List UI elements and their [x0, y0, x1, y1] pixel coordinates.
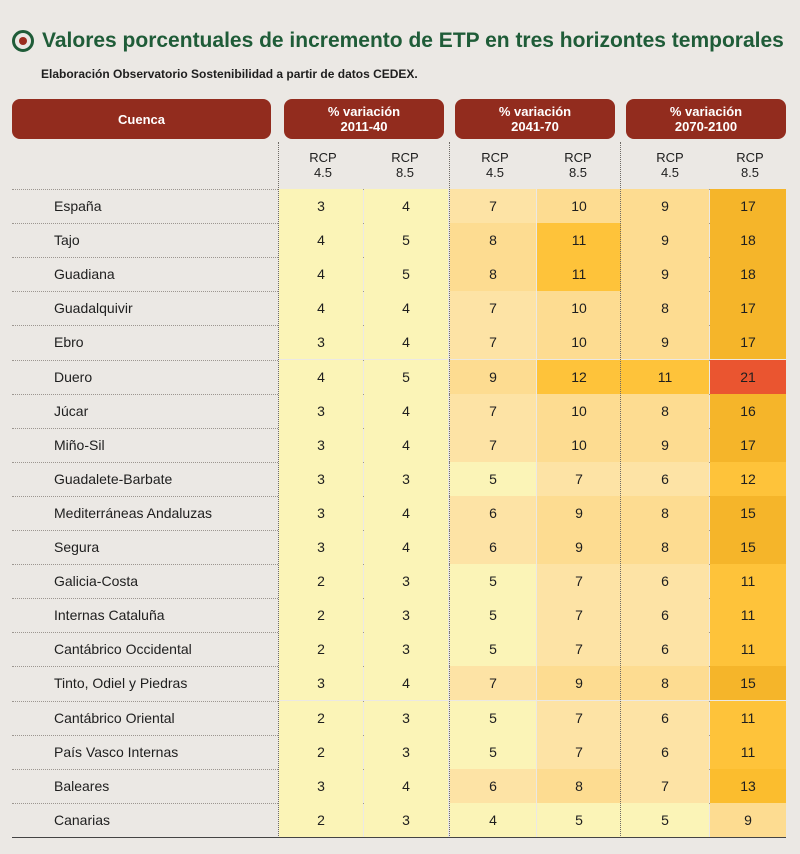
table-cell: 3 [364, 632, 448, 666]
table-cell: 9 [450, 360, 536, 394]
table-cell: 12 [537, 360, 621, 394]
scenario-header [709, 150, 791, 180]
table-cell: 13 [710, 769, 786, 803]
table-cell: 6 [450, 496, 536, 530]
table-cell: 4 [364, 291, 448, 325]
table-cell: 17 [710, 291, 786, 325]
table-cell: 6 [621, 735, 709, 769]
row-label: Tajo [54, 232, 80, 249]
scenario-line2: 8.5 [740, 165, 760, 180]
table-bottom-rule [12, 837, 786, 838]
header-period-line1: % variación [498, 104, 572, 119]
table-cell: 4 [364, 394, 448, 428]
header-period-line1: % variación [327, 104, 401, 119]
table-cell: 7 [450, 666, 536, 700]
row-label: Cantábrico Occidental [54, 641, 192, 658]
table-cell: 3 [279, 462, 363, 496]
header-period-2011-40 [284, 99, 444, 139]
table-cell: 2 [279, 701, 363, 735]
scenario-line1: RCP [736, 150, 764, 165]
table-cell: 9 [537, 530, 621, 564]
table-cell: 21 [710, 360, 786, 394]
table-cell: 3 [279, 325, 363, 359]
scenario-line1: RCP [391, 150, 419, 165]
header-period-line2: 2041-70 [511, 119, 559, 134]
row-label: España [54, 198, 102, 214]
header-period-line2: 2011-40 [340, 119, 388, 134]
scenario-line2: 8.5 [568, 165, 588, 180]
table-cell: 7 [537, 462, 621, 496]
table-cell: 10 [537, 325, 621, 359]
row-label: Segura [54, 539, 100, 555]
table-cell: 6 [621, 564, 709, 598]
table-cell: 6 [621, 701, 709, 735]
scenario-header [454, 150, 536, 180]
table-cell: 6 [621, 598, 709, 632]
table-cell: 9 [621, 223, 709, 257]
table-cell: 9 [621, 428, 709, 462]
header-cuenca [12, 99, 271, 139]
table-cell: 5 [450, 564, 536, 598]
table-cell: 9 [621, 257, 709, 291]
table-cell: 7 [537, 598, 621, 632]
row-label: País Vasco Internas [54, 743, 179, 760]
table-cell: 15 [710, 530, 786, 564]
table-cell: 5 [364, 223, 448, 257]
table-cell: 6 [621, 462, 709, 496]
table-cell: 3 [279, 496, 363, 530]
table-cell: 11 [710, 735, 786, 769]
table-cell: 6 [621, 632, 709, 666]
table-cell: 11 [537, 223, 621, 257]
table-cell: 3 [364, 462, 448, 496]
table-cell: 9 [537, 496, 621, 530]
header-period-2070-2100 [626, 99, 786, 139]
table-cell: 9 [621, 325, 709, 359]
row-label: Internas Cataluña [54, 607, 165, 624]
table-cell: 2 [279, 735, 363, 769]
table-cell: 7 [537, 564, 621, 598]
table-cell: 4 [364, 666, 448, 700]
header-period-line2: 2070-2100 [674, 119, 738, 134]
header-period-2041-70 [455, 99, 615, 139]
table-cell: 3 [279, 666, 363, 700]
table-cell: 7 [537, 735, 621, 769]
row-label: Cantábrico Oriental [54, 709, 175, 726]
table-cell: 3 [279, 530, 363, 564]
scenario-line2: 8.5 [395, 165, 415, 180]
row-label: Guadalquivir [54, 300, 133, 317]
table-cell: 5 [537, 803, 621, 837]
table-cell: 17 [710, 325, 786, 359]
table-cell: 7 [450, 291, 536, 325]
table-cell: 3 [279, 769, 363, 803]
table-cell: 4 [364, 325, 448, 359]
column-divider [449, 142, 450, 838]
row-label: Ebro [54, 334, 84, 351]
row-label: Guadalete-Barbate [54, 470, 173, 487]
table-cell: 10 [537, 189, 621, 223]
table-cell: 4 [279, 291, 363, 325]
table-cell: 5 [364, 360, 448, 394]
row-label: Duero [54, 368, 93, 385]
table-cell: 3 [364, 598, 448, 632]
table-cell: 4 [364, 530, 448, 564]
table-cell: 10 [537, 428, 621, 462]
scenario-line2: 4.5 [313, 165, 333, 180]
table-cell: 8 [450, 257, 536, 291]
table-cell: 10 [537, 394, 621, 428]
row-label: Canarias [54, 811, 111, 828]
scenario-line2: 4.5 [660, 165, 680, 180]
table-cell: 7 [621, 769, 709, 803]
scenario-header [629, 150, 711, 180]
table-cell: 15 [710, 496, 786, 530]
page-title: Valores porcentuales de incremento de ETP en tres horizontes temporales [42, 29, 784, 52]
table-cell: 2 [279, 598, 363, 632]
table-cell: 2 [279, 564, 363, 598]
table-cell: 5 [450, 735, 536, 769]
table-cell: 7 [537, 632, 621, 666]
table-cell: 17 [710, 189, 786, 223]
table-cell: 9 [621, 189, 709, 223]
table-cell: 3 [364, 803, 448, 837]
title-row [12, 27, 784, 55]
table-cell: 4 [279, 257, 363, 291]
table-cell: 11 [710, 632, 786, 666]
scenario-line1: RCP [309, 150, 337, 165]
table-cell: 2 [279, 632, 363, 666]
table-cell: 5 [364, 257, 448, 291]
table-cell: 10 [537, 291, 621, 325]
table-cell: 17 [710, 428, 786, 462]
table-cell: 2 [279, 803, 363, 837]
table-cell: 7 [450, 394, 536, 428]
table-cell: 11 [710, 701, 786, 735]
table-cell: 7 [537, 701, 621, 735]
table-cell: 9 [710, 803, 786, 837]
table-cell: 4 [364, 496, 448, 530]
scenario-line1: RCP [656, 150, 684, 165]
table-cell: 16 [710, 394, 786, 428]
table-cell: 3 [364, 701, 448, 735]
table-cell: 5 [450, 701, 536, 735]
row-label: Tinto, Odiel y Piedras [54, 675, 188, 692]
table-cell: 11 [710, 598, 786, 632]
scenario-line2: 4.5 [485, 165, 505, 180]
table-cell: 4 [364, 189, 448, 223]
row-label: Mediterráneas Andaluzas [54, 504, 212, 521]
scenario-header [537, 150, 619, 180]
table-cell: 5 [450, 598, 536, 632]
table-cell: 8 [450, 223, 536, 257]
table-cell: 4 [364, 769, 448, 803]
table-cell: 4 [279, 360, 363, 394]
table-cell: 11 [621, 360, 709, 394]
table-cell: 11 [710, 564, 786, 598]
table-cell: 8 [621, 394, 709, 428]
row-label: Júcar [54, 402, 89, 419]
table-cell: 8 [537, 769, 621, 803]
subtitle: Elaboración Observatorio Sostenibilidad a partir de datos CEDEX. [41, 67, 418, 81]
table-cell: 6 [450, 769, 536, 803]
column-divider [620, 142, 621, 838]
table-cell: 9 [537, 666, 621, 700]
table-cell: 11 [537, 257, 621, 291]
table-cell: 8 [621, 496, 709, 530]
table-cell: 8 [621, 666, 709, 700]
table-cell: 4 [364, 428, 448, 462]
table-cell: 6 [450, 530, 536, 564]
table-cell: 18 [710, 223, 786, 257]
table-cell: 4 [450, 803, 536, 837]
table-cell: 4 [279, 223, 363, 257]
table-cell: 8 [621, 530, 709, 564]
table-cell: 7 [450, 428, 536, 462]
header-cuenca-label: Cuenca [118, 111, 165, 127]
table-cell: 7 [450, 325, 536, 359]
table-cell: 3 [364, 564, 448, 598]
target-icon [12, 30, 34, 52]
table-cell: 5 [621, 803, 709, 837]
table-cell: 12 [710, 462, 786, 496]
row-label: Galicia-Costa [54, 573, 139, 590]
table-cell: 5 [450, 632, 536, 666]
scenario-line1: RCP [564, 150, 592, 165]
table-cell: 3 [279, 394, 363, 428]
row-label: Guadiana [54, 266, 115, 283]
scenario-line1: RCP [481, 150, 509, 165]
table-cell: 3 [279, 428, 363, 462]
table-cell: 3 [279, 189, 363, 223]
scenario-header [282, 150, 364, 180]
table-cell: 18 [710, 257, 786, 291]
column-divider [278, 142, 279, 838]
row-label: Miño-Sil [54, 436, 105, 453]
table-cell: 15 [710, 666, 786, 700]
table-cell: 3 [364, 735, 448, 769]
table-cell: 7 [450, 189, 536, 223]
header-period-line1: % variación [669, 104, 743, 119]
row-label: Baleares [54, 777, 110, 794]
scenario-header [364, 150, 446, 180]
table-cell: 5 [450, 462, 536, 496]
table-cell: 8 [621, 291, 709, 325]
